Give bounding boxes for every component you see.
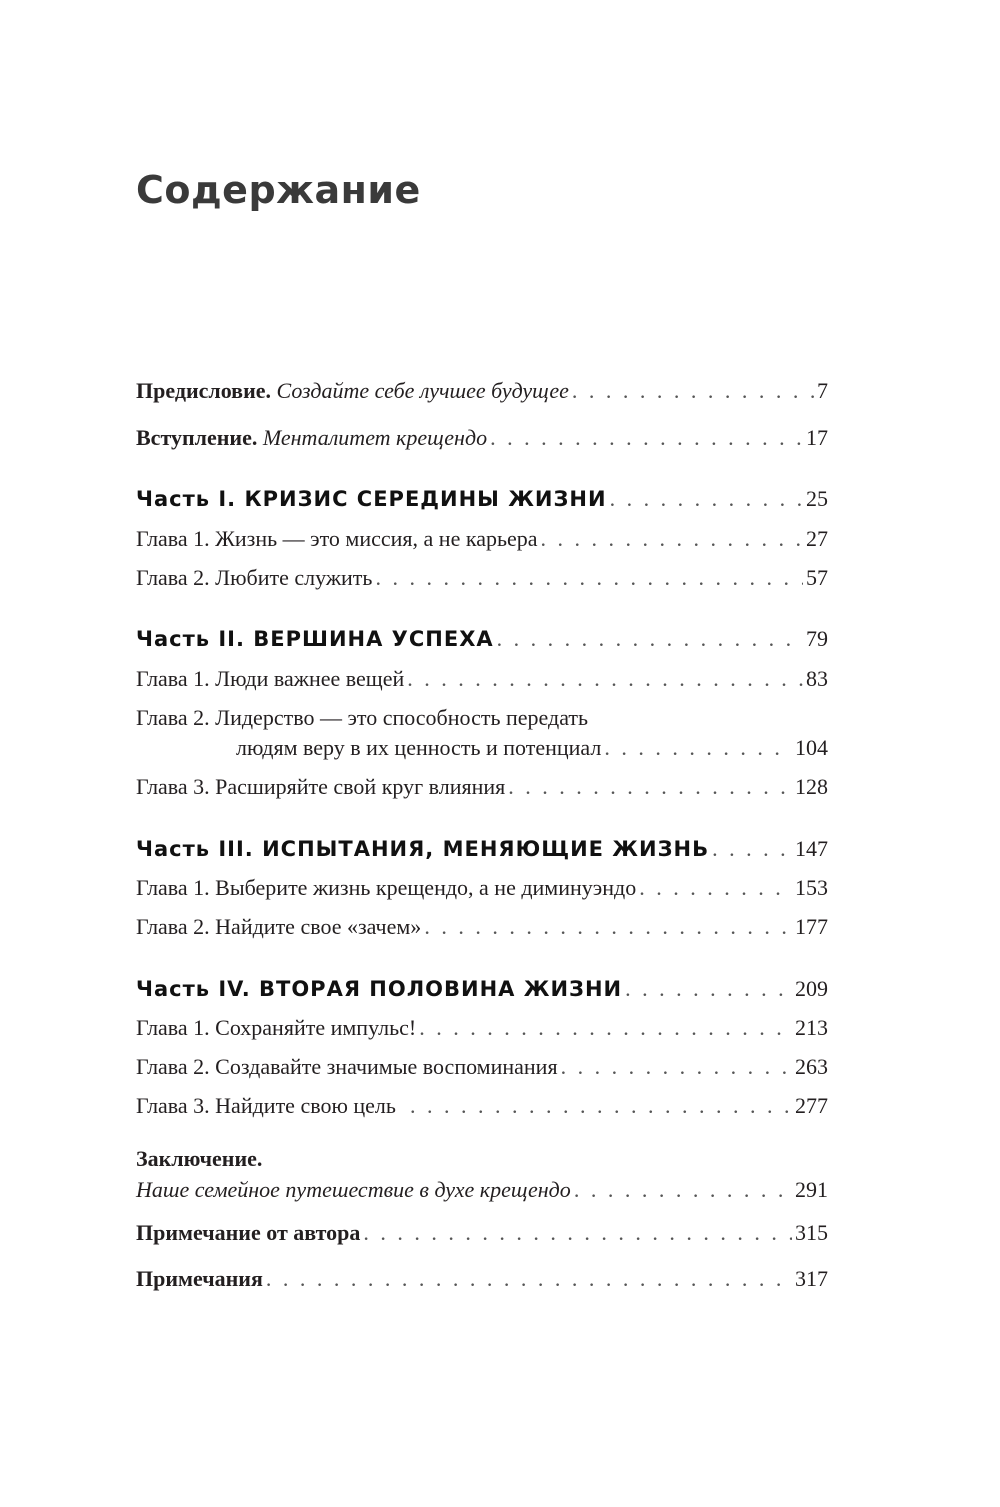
toc-entry-author-note[interactable] bbox=[136, 1218, 828, 1252]
toc-page-number: 17 bbox=[806, 425, 828, 450]
toc-chapter-label: Глава 1. Сохраняйте импульс! bbox=[136, 1015, 417, 1040]
toc-chapter-label: Глава 1. Выберите жизнь крещендо, а не диминуэндо bbox=[136, 875, 637, 900]
toc-page-number: 277 bbox=[795, 1093, 828, 1118]
toc-page-number: 7 bbox=[817, 378, 828, 403]
toc-chapter[interactable] bbox=[136, 524, 828, 558]
toc-page-number: 177 bbox=[795, 914, 828, 939]
dot-leader bbox=[490, 423, 803, 453]
dot-leader bbox=[424, 912, 792, 942]
toc-chapter[interactable] bbox=[136, 1091, 828, 1125]
toc-part-label: Часть III. ИСПЫТАНИЯ, МЕНЯЮЩИЕ ЖИЗНЬ bbox=[136, 837, 710, 861]
dot-leader bbox=[541, 524, 803, 554]
dot-leader bbox=[610, 484, 803, 514]
toc-page-number: 25 bbox=[806, 486, 828, 511]
toc-part-1[interactable] bbox=[136, 484, 828, 518]
dot-leader bbox=[407, 664, 803, 694]
toc-chapter-label: Глава 2. Найдите свое «зачем» bbox=[136, 914, 422, 939]
toc-chapter-label-continued: людям веру в их ценность и потенциал bbox=[236, 735, 602, 760]
toc-chapter[interactable] bbox=[136, 772, 828, 806]
dot-leader bbox=[572, 376, 814, 406]
toc-part-label: Часть II. ВЕРШИНА УСПЕХА bbox=[136, 627, 494, 651]
toc-page-number: 153 bbox=[795, 875, 828, 900]
toc-part-label: Часть I. КРИЗИС СЕРЕДИНЫ ЖИЗНИ bbox=[136, 487, 607, 511]
dot-leader bbox=[574, 1175, 792, 1205]
toc-page-number: 291 bbox=[795, 1177, 828, 1202]
toc-part-4[interactable] bbox=[136, 974, 828, 1008]
toc-page-number: 263 bbox=[795, 1054, 828, 1079]
toc-part-label: Часть IV. ВТОРАЯ ПОЛОВИНА ЖИЗНИ bbox=[136, 977, 623, 1001]
toc-entry-label: Примечания bbox=[136, 1266, 263, 1291]
toc-entry-notes[interactable] bbox=[136, 1264, 828, 1298]
toc-page-number: 315 bbox=[795, 1220, 828, 1245]
toc-chapter-label: Глава 3. Найдите свою цель bbox=[136, 1093, 396, 1118]
dot-leader bbox=[625, 974, 792, 1004]
dot-leader bbox=[410, 1091, 792, 1121]
toc-entry-conclusion[interactable] bbox=[136, 1175, 828, 1209]
toc-chapter[interactable] bbox=[136, 1052, 828, 1086]
toc-conclusion-label[interactable]: Заключение. bbox=[136, 1146, 263, 1171]
page-title: Содержание bbox=[136, 168, 421, 212]
toc-part-3[interactable] bbox=[136, 834, 828, 868]
toc-entry-preface[interactable] bbox=[136, 376, 828, 410]
toc-entry-intro[interactable] bbox=[136, 423, 828, 457]
dot-leader bbox=[561, 1052, 792, 1082]
toc-page-number: 128 bbox=[795, 774, 828, 799]
toc-page-number: 317 bbox=[795, 1266, 828, 1291]
toc-chapter[interactable] bbox=[136, 664, 828, 698]
toc-chapter-label: Глава 2. Создавайте значимые воспоминания bbox=[136, 1054, 558, 1079]
toc-part-2[interactable] bbox=[136, 624, 828, 658]
toc-page-number: 57 bbox=[806, 565, 828, 590]
toc-chapter[interactable] bbox=[136, 873, 828, 907]
toc-chapter-continued[interactable] bbox=[236, 733, 828, 767]
toc-page-number: 27 bbox=[806, 526, 828, 551]
toc-chapter-label: Глава 3. Расширяйте свой круг влияния bbox=[136, 774, 506, 799]
toc-chapter-label: Глава 2. Любите служить bbox=[136, 565, 373, 590]
toc-page-number: 79 bbox=[806, 626, 828, 651]
toc-entry-label: Примечание от автора bbox=[136, 1220, 361, 1245]
toc-entry-label: Вступление. bbox=[136, 425, 258, 450]
dot-leader bbox=[639, 873, 792, 903]
toc-chapter-label: Глава 1. Люди важнее вещей bbox=[136, 666, 405, 691]
dot-leader bbox=[604, 733, 792, 763]
toc-entry-subtitle: Менталитет крещендо bbox=[262, 425, 488, 450]
dot-leader bbox=[363, 1218, 792, 1248]
toc-page-number: 213 bbox=[795, 1015, 828, 1040]
dot-leader bbox=[375, 563, 803, 593]
toc-chapter[interactable] bbox=[136, 912, 828, 946]
toc-page-number: 147 bbox=[795, 836, 828, 861]
toc-page-number: 83 bbox=[806, 666, 828, 691]
toc-entry-subtitle: Создайте себе лучшее будущее bbox=[276, 378, 569, 403]
dot-leader bbox=[497, 624, 803, 654]
toc-page-number: 209 bbox=[795, 976, 828, 1001]
toc-chapter-label[interactable]: Глава 2. Лидерство — это способность передать bbox=[136, 705, 589, 730]
toc-entry-label: Предисловие. bbox=[136, 378, 272, 403]
dot-leader bbox=[508, 772, 792, 802]
dot-leader bbox=[419, 1013, 792, 1043]
toc-chapter-label: Глава 1. Жизнь — это миссия, а не карьера bbox=[136, 526, 538, 551]
dot-leader bbox=[266, 1264, 792, 1294]
toc-page-number: 104 bbox=[795, 735, 828, 760]
toc-chapter[interactable] bbox=[136, 1013, 828, 1047]
toc-chapter[interactable] bbox=[136, 563, 828, 597]
toc-entry-subtitle: Наше семейное путешествие в духе крещендо bbox=[136, 1177, 571, 1202]
dot-leader bbox=[712, 834, 792, 864]
